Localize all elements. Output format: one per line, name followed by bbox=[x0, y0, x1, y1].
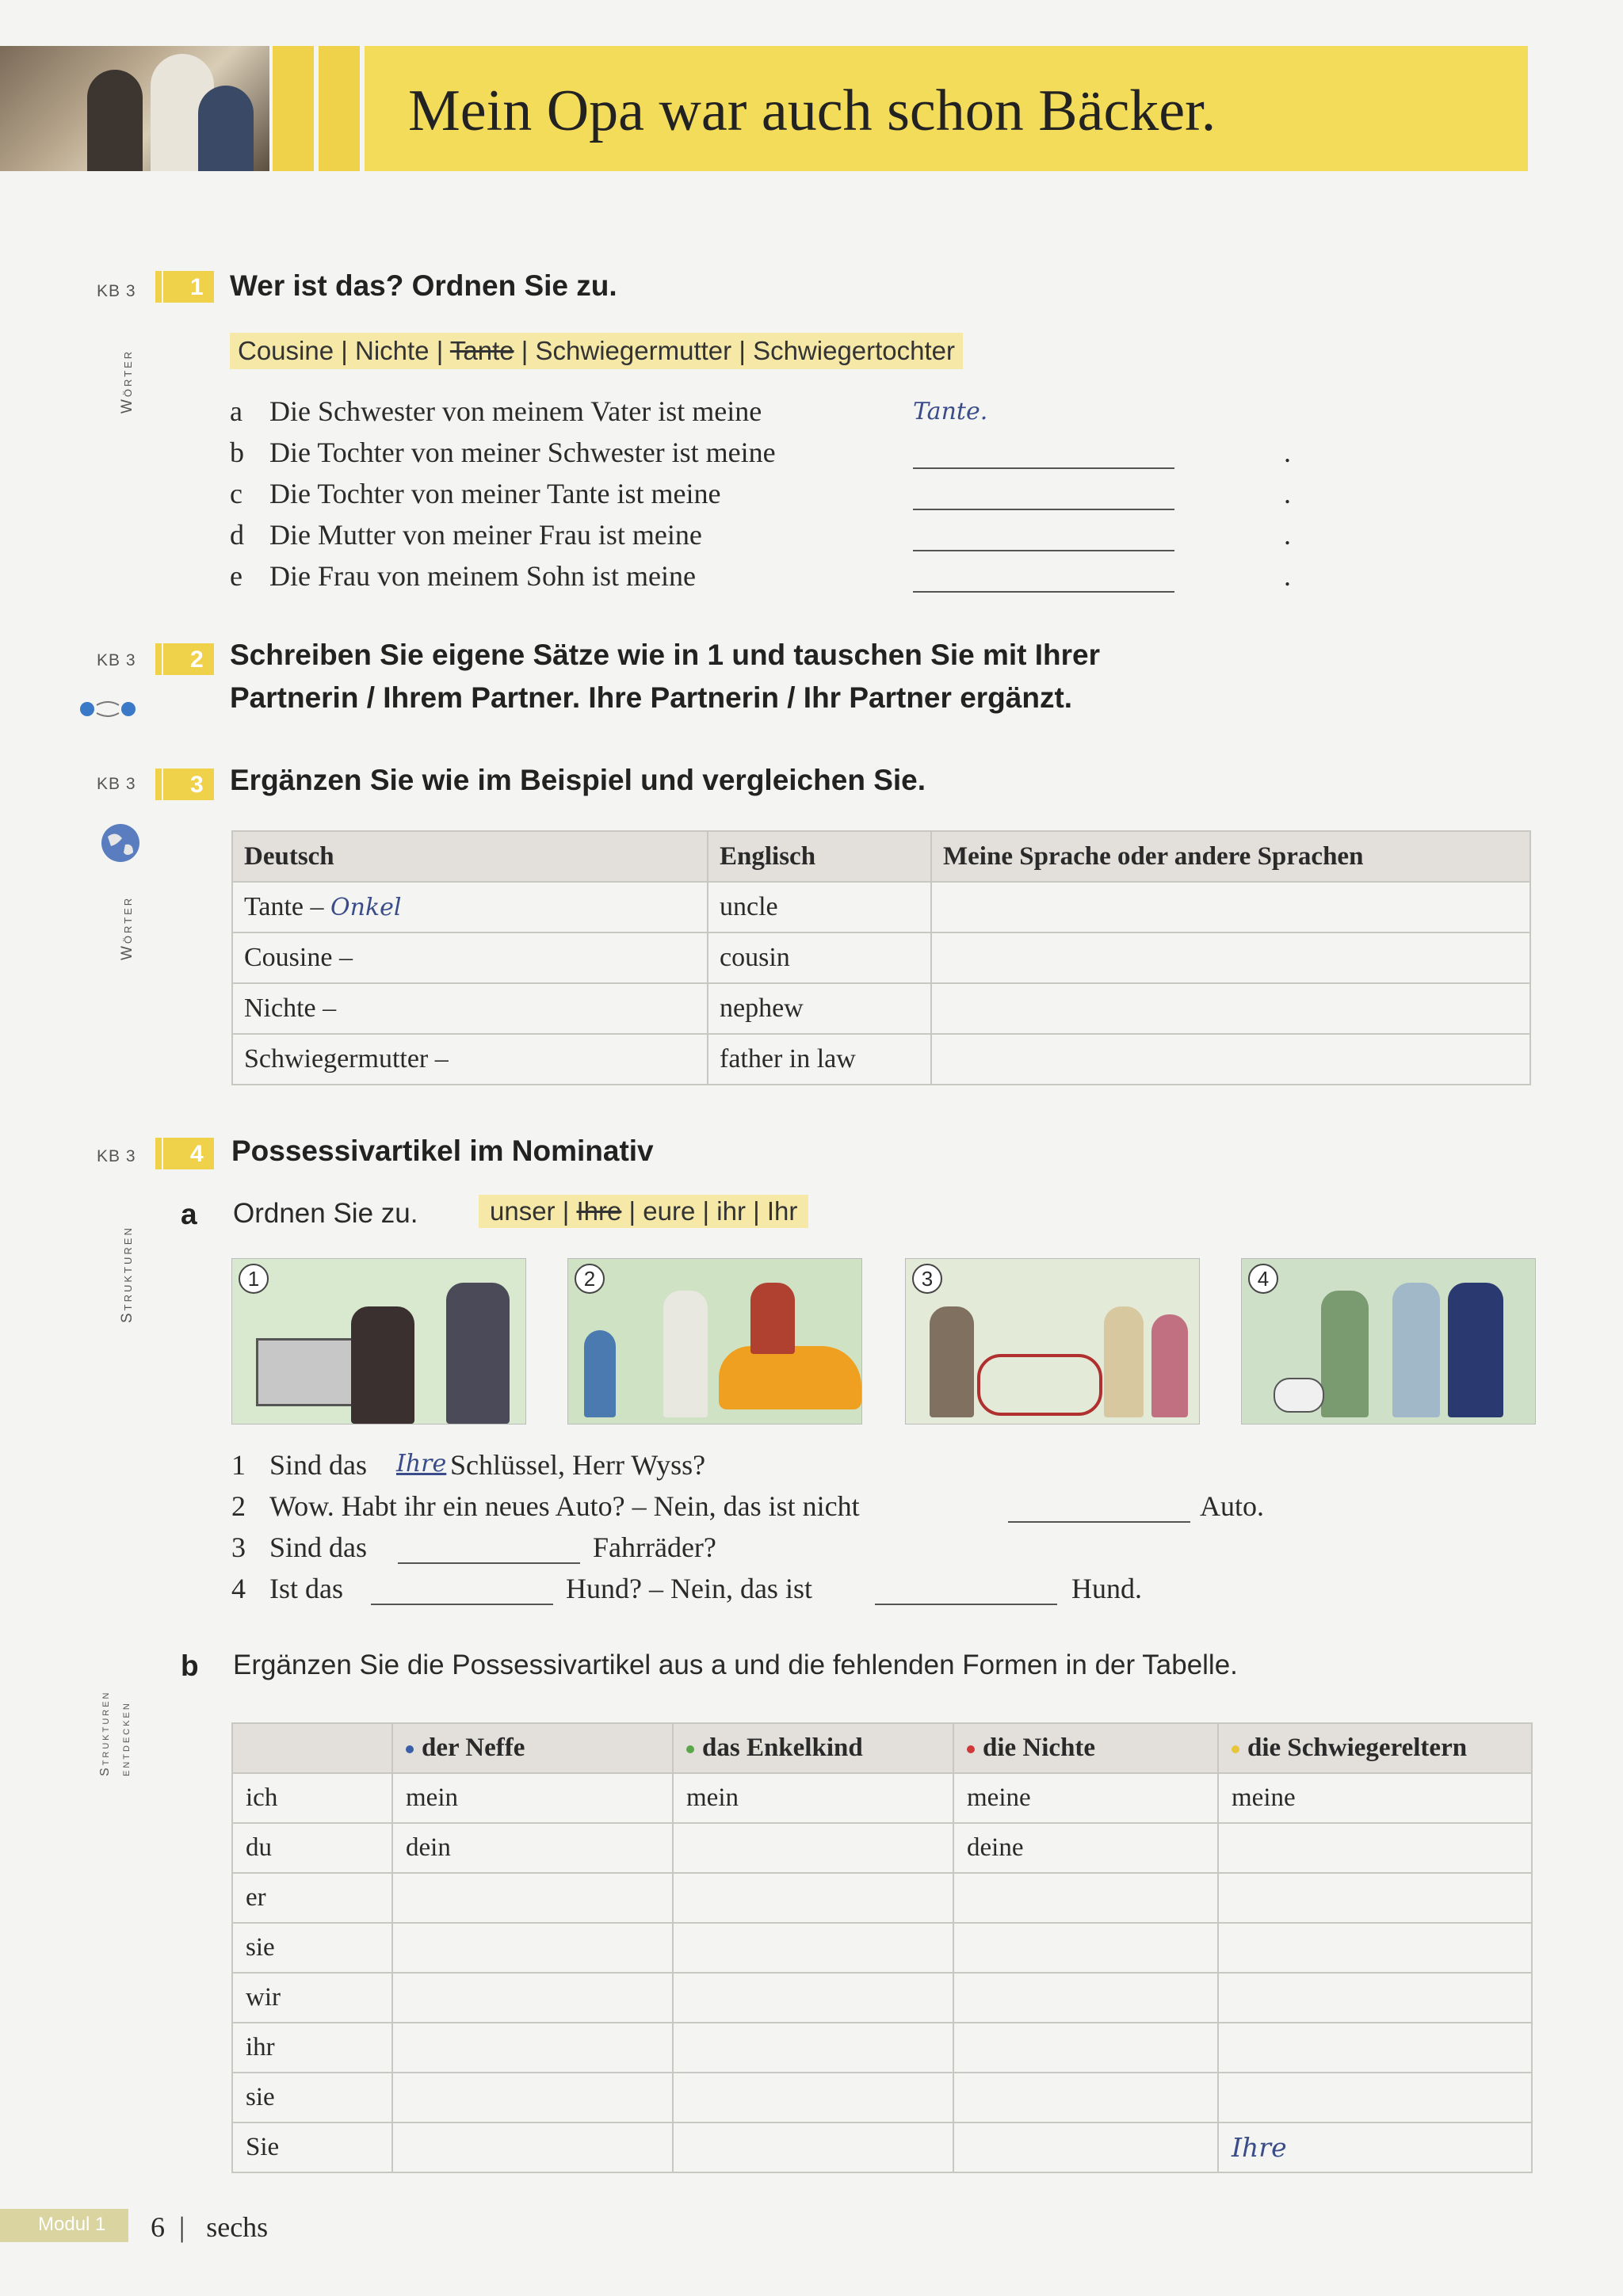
word-option: eure bbox=[643, 1196, 696, 1226]
table-cell: cousin bbox=[708, 933, 931, 983]
column-header: die Schwiegereltern bbox=[1218, 1723, 1532, 1773]
table-cell[interactable]: meine bbox=[953, 1773, 1218, 1823]
answer-blank[interactable] bbox=[398, 1531, 580, 1564]
handwritten-answer: Onkel bbox=[330, 894, 402, 921]
table-cell[interactable] bbox=[931, 882, 1530, 933]
table-row bbox=[232, 933, 1530, 983]
table-row bbox=[232, 1873, 1532, 1923]
illustration-dog: 4 bbox=[1241, 1258, 1536, 1425]
table-cell[interactable]: Ihre bbox=[1218, 2122, 1532, 2172]
table-row bbox=[232, 2073, 1532, 2122]
masculine-dot bbox=[406, 1745, 414, 1753]
table-cell[interactable]: Cousine – bbox=[232, 933, 708, 983]
table-row bbox=[232, 1973, 1532, 2023]
table-cell[interactable] bbox=[673, 2023, 953, 2073]
table-cell[interactable]: meine bbox=[1218, 1773, 1532, 1823]
neuter-dot bbox=[686, 1745, 694, 1753]
word-box: unser | Ihre | eure | ihr | Ihr bbox=[479, 1195, 808, 1228]
side-label: Wörter bbox=[119, 895, 136, 960]
pronoun-cell: ihr bbox=[232, 2023, 392, 2073]
table-cell[interactable]: mein bbox=[673, 1773, 953, 1823]
exercise-sentence: 1 Sind das Ihre Schlüssel, Herr Wyss? bbox=[231, 1449, 706, 1481]
table-cell[interactable] bbox=[1218, 2023, 1532, 2073]
table-cell[interactable] bbox=[673, 1873, 953, 1923]
header-photo bbox=[0, 46, 269, 171]
exercise-sentence: 3 Sind das Fahrräder? bbox=[231, 1531, 716, 1563]
word-option: Cousine bbox=[238, 336, 334, 365]
table-cell[interactable]: Schwiegermutter – bbox=[232, 1034, 708, 1085]
table-cell[interactable] bbox=[673, 2122, 953, 2172]
illustration-new-car: 2 bbox=[567, 1258, 862, 1425]
side-label: entdecken bbox=[119, 1701, 132, 1776]
table-row bbox=[232, 1034, 1530, 1085]
table-cell[interactable] bbox=[1218, 2073, 1532, 2122]
word-option: Schwiegermutter bbox=[535, 336, 732, 365]
handwritten-answer: Ihre bbox=[396, 1450, 447, 1478]
subtask-instruction: Ordnen Sie zu. bbox=[233, 1198, 418, 1229]
exercise-item: d Die Mutter von meiner Frau ist meine . bbox=[230, 519, 1291, 551]
header-accent-bar bbox=[319, 46, 360, 171]
exercise-item: e Die Frau von meinem Sohn ist meine . bbox=[230, 560, 1291, 592]
table-cell[interactable] bbox=[1218, 1823, 1532, 1873]
illustration-keys-office: 1 bbox=[231, 1258, 526, 1425]
table-row bbox=[232, 2122, 1532, 2172]
exercise-item: b Die Tochter von meiner Schwester ist meine . bbox=[230, 437, 1291, 468]
partner-work-icon bbox=[76, 697, 141, 721]
answer-blank[interactable] bbox=[371, 1572, 553, 1605]
feminine-dot bbox=[967, 1745, 975, 1753]
table-cell[interactable] bbox=[953, 1973, 1218, 2023]
task-number-badge: 1 bbox=[163, 271, 214, 303]
table-cell[interactable] bbox=[1218, 1973, 1532, 2023]
table-cell[interactable] bbox=[392, 1873, 673, 1923]
table-cell[interactable]: mein bbox=[392, 1773, 673, 1823]
illustration-bicycles: 3 bbox=[905, 1258, 1200, 1425]
word-option: Schwiegertochter bbox=[753, 336, 956, 365]
subtask-instruction: Ergänzen Sie die Possessivartikel aus a und die fehlenden Formen in der Tabelle. bbox=[233, 1650, 1238, 1680]
pronoun-cell: Sie bbox=[232, 2122, 392, 2172]
table-cell[interactable] bbox=[392, 1923, 673, 1973]
subtask-letter: a bbox=[181, 1198, 197, 1230]
task-number-stripe bbox=[155, 1138, 162, 1169]
task-number-stripe bbox=[155, 769, 162, 800]
task-number-badge: 2 bbox=[163, 643, 214, 675]
table-row bbox=[232, 882, 1530, 933]
table-cell: father in law bbox=[708, 1034, 931, 1085]
kb-reference: KB 3 bbox=[97, 282, 136, 300]
word-option: Ihr bbox=[766, 1196, 798, 1226]
task-number-stripe bbox=[155, 643, 162, 675]
exercise-item: a Die Schwester von meinem Vater ist meine Tante. bbox=[230, 395, 988, 427]
column-header: Deutsch bbox=[232, 831, 708, 882]
table-cell[interactable] bbox=[953, 1923, 1218, 1973]
table-cell[interactable] bbox=[673, 1973, 953, 2023]
exercise-item: c Die Tochter von meiner Tante ist meine . bbox=[230, 478, 1291, 509]
table-row bbox=[232, 1923, 1532, 1973]
pronoun-cell: ich bbox=[232, 1773, 392, 1823]
task-title: Possessivartikel im Nominativ bbox=[231, 1135, 654, 1167]
column-header: Meine Sprache oder andere Sprachen bbox=[931, 831, 1530, 882]
vocabulary-table bbox=[231, 830, 1531, 1085]
exercise-sentence: 4 Ist das Hund? – Nein, das ist Hund. bbox=[231, 1573, 1142, 1604]
table-cell[interactable] bbox=[392, 2122, 673, 2172]
table-cell[interactable]: Tante – Onkel bbox=[232, 882, 708, 933]
table-row bbox=[232, 2023, 1532, 2073]
answer-blank[interactable] bbox=[1008, 1489, 1190, 1523]
table-cell[interactable] bbox=[673, 2073, 953, 2122]
pronoun-cell: er bbox=[232, 1873, 392, 1923]
side-label: Strukturen bbox=[119, 1226, 136, 1323]
table-cell[interactable] bbox=[673, 1923, 953, 1973]
column-header: Englisch bbox=[708, 831, 931, 882]
task-title: Schreiben Sie eigene Sätze wie in 1 und tauschen Sie mit Ihrer bbox=[230, 639, 1101, 671]
answer-blank[interactable] bbox=[913, 436, 1174, 469]
table-row bbox=[232, 1823, 1532, 1873]
task-title: Wer ist das? Ordnen Sie zu. bbox=[230, 269, 617, 302]
table-cell[interactable]: dein bbox=[392, 1823, 673, 1873]
table-cell[interactable] bbox=[392, 1973, 673, 2023]
kb-reference: KB 3 bbox=[97, 775, 136, 793]
table-cell: uncle bbox=[708, 882, 931, 933]
exercise-sentence: 2 Wow. Habt ihr ein neues Auto? – Nein, das ist nicht Auto. bbox=[231, 1490, 1264, 1522]
task-number-stripe bbox=[155, 271, 162, 303]
table-row bbox=[232, 1773, 1532, 1823]
column-header: das Enkelkind bbox=[673, 1723, 953, 1773]
table-cell[interactable] bbox=[953, 1873, 1218, 1923]
table-cell[interactable]: Nichte – bbox=[232, 983, 708, 1034]
table-cell[interactable] bbox=[1218, 1873, 1532, 1923]
globe-icon bbox=[98, 821, 143, 865]
word-option: Nichte bbox=[355, 336, 430, 365]
word-box: Cousine | Nichte | Tante | Schwiegermutter | Schwiegertochter bbox=[230, 333, 963, 369]
table-cell[interactable] bbox=[931, 1034, 1530, 1085]
subtask-letter: b bbox=[181, 1650, 199, 1682]
table-row bbox=[232, 983, 1530, 1034]
answer-blank[interactable] bbox=[913, 518, 1174, 551]
table-cell[interactable] bbox=[953, 2073, 1218, 2122]
pronoun-cell: sie bbox=[232, 1923, 392, 1973]
word-option-used: Tante bbox=[449, 336, 514, 365]
task-title: Ergänzen Sie wie im Beispiel und vergleichen Sie. bbox=[230, 764, 926, 796]
side-label: Strukturen bbox=[98, 1690, 112, 1776]
possessive-table bbox=[231, 1722, 1533, 2173]
column-header: der Neffe bbox=[392, 1723, 673, 1773]
table-cell[interactable] bbox=[931, 933, 1530, 983]
task-number-badge: 4 bbox=[163, 1138, 214, 1169]
word-option-used: Ihre bbox=[576, 1196, 622, 1226]
answer-blank[interactable] bbox=[875, 1572, 1057, 1605]
pronoun-cell: wir bbox=[232, 1973, 392, 2023]
pronoun-cell: du bbox=[232, 1823, 392, 1873]
table-cell[interactable]: deine bbox=[953, 1823, 1218, 1873]
table-cell[interactable] bbox=[392, 2073, 673, 2122]
table-cell[interactable] bbox=[953, 2023, 1218, 2073]
column-header: die Nichte bbox=[953, 1723, 1218, 1773]
module-tab: Modul 1 bbox=[0, 2209, 128, 2242]
header-accent-bar bbox=[273, 46, 314, 171]
table-cell[interactable] bbox=[953, 2122, 1218, 2172]
page-title: Mein Opa war auch schon Bäcker. bbox=[408, 78, 1216, 143]
answer-blank[interactable] bbox=[913, 559, 1174, 593]
word-option: unser bbox=[490, 1196, 556, 1226]
side-label: Wörter bbox=[119, 349, 136, 414]
table-cell[interactable] bbox=[931, 983, 1530, 1034]
kb-reference: KB 3 bbox=[97, 651, 136, 669]
kb-reference: KB 3 bbox=[97, 1147, 136, 1165]
table-cell[interactable] bbox=[673, 1823, 953, 1873]
word-option: ihr bbox=[716, 1196, 746, 1226]
task-title-cont: Partnerin / Ihrem Partner. Ihre Partnerin / Ihr Partner ergänzt. bbox=[230, 681, 1073, 714]
task-number-badge: 3 bbox=[163, 769, 214, 800]
table-cell: nephew bbox=[708, 983, 931, 1034]
plural-dot bbox=[1232, 1745, 1239, 1753]
answer-blank[interactable] bbox=[913, 477, 1174, 510]
table-cell[interactable] bbox=[1218, 1923, 1532, 1973]
pronoun-cell: sie bbox=[232, 2073, 392, 2122]
table-cell[interactable] bbox=[392, 2023, 673, 2073]
page-number: 6 | sechs bbox=[151, 2211, 269, 2243]
handwritten-answer: Tante. bbox=[913, 398, 988, 425]
